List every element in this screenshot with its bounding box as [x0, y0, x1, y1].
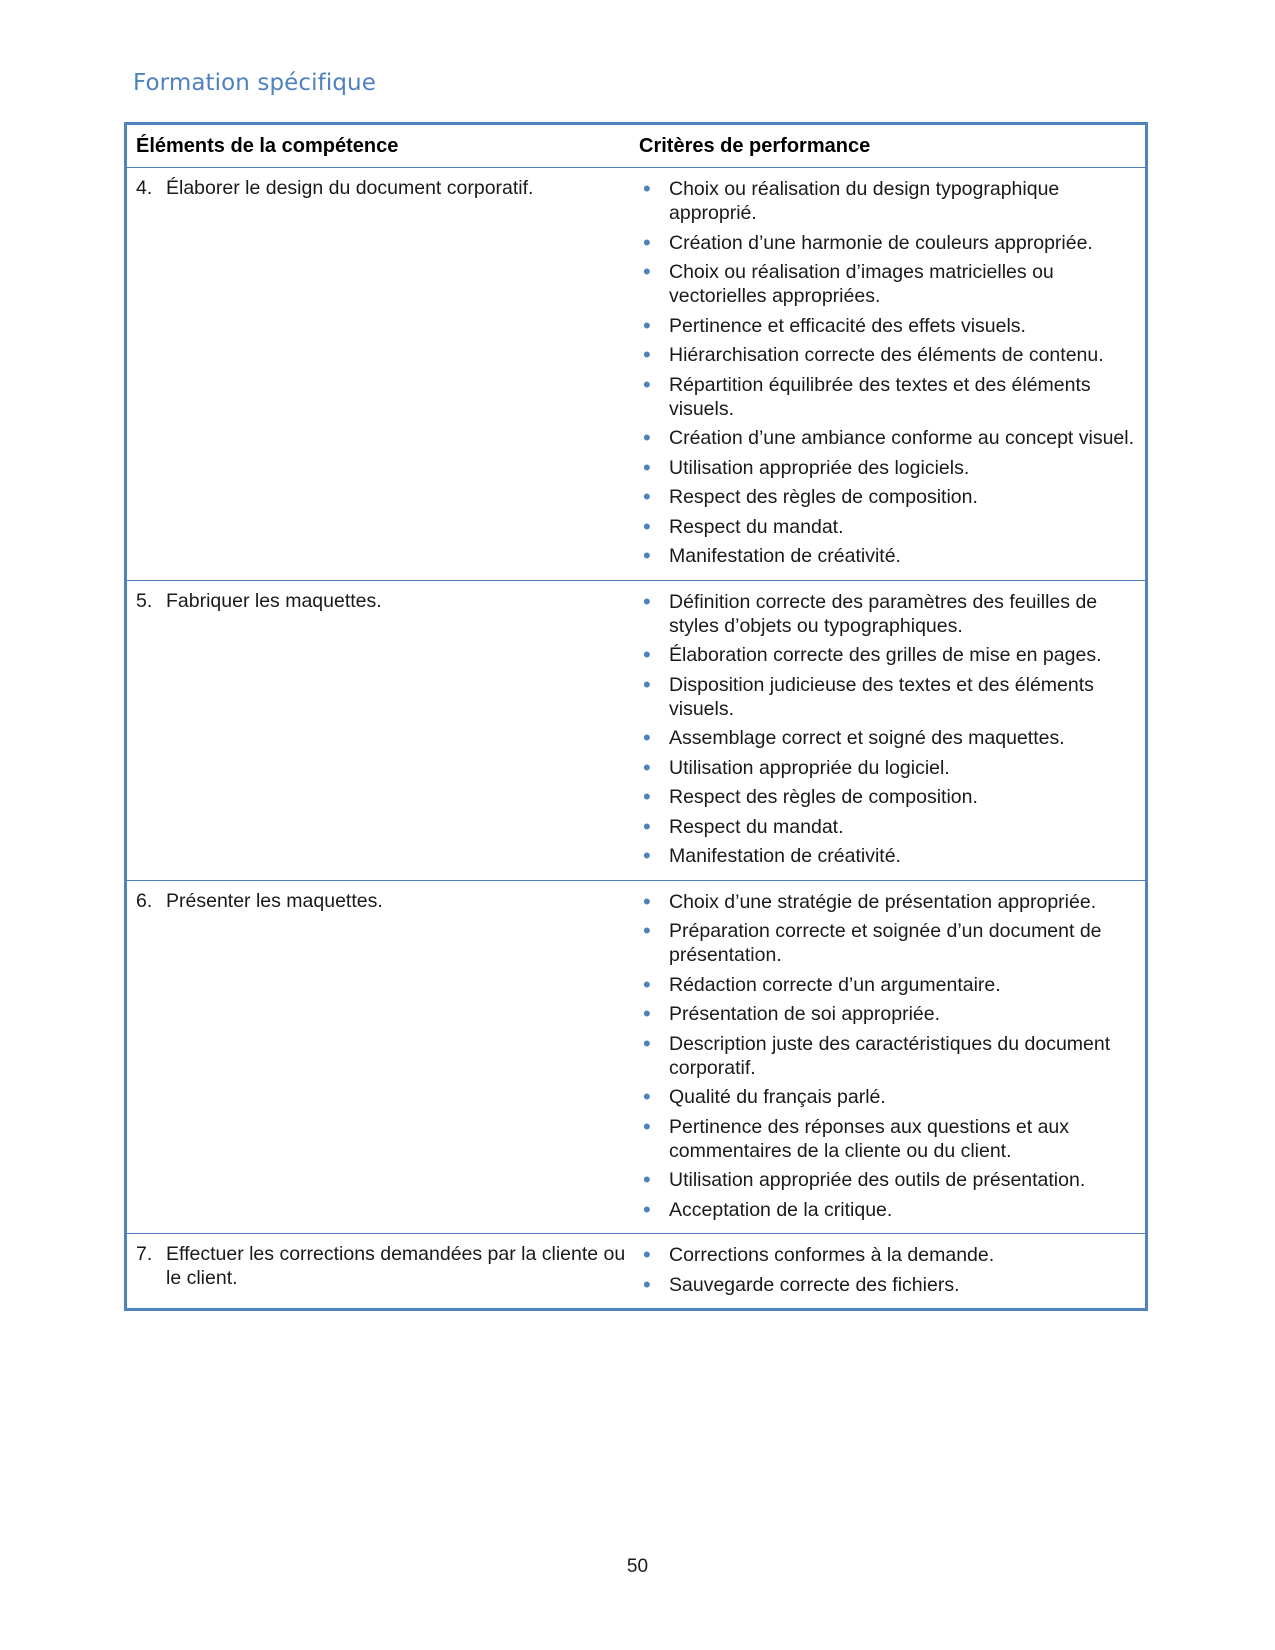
criterion-text: Disposition judicieuse des textes et des éléments visuels.	[669, 673, 1094, 720]
list-item	[639, 919, 1137, 967]
criterion-text: Définition correcte des paramètres des feuilles de styles d’objets ou typographiques.	[669, 590, 1098, 637]
list-item	[639, 177, 1137, 225]
table-body	[127, 167, 1145, 1308]
bullet-icon: •	[643, 918, 651, 943]
list-item	[639, 373, 1137, 421]
criteria-cell	[639, 1234, 1145, 1308]
bullet-icon: •	[643, 888, 651, 914]
bullet-icon: •	[643, 425, 651, 450]
list-item	[639, 260, 1137, 308]
criterion-text: Qualité du français parlé.	[669, 1086, 886, 1108]
criterion-text: Utilisation appropriée du logiciel.	[669, 756, 950, 779]
bullet-icon: •	[643, 725, 651, 750]
bullet-icon: •	[643, 259, 651, 284]
list-item	[639, 314, 1137, 338]
table-row	[127, 1233, 1145, 1308]
criterion-text: Manifestation de créativité.	[669, 545, 901, 567]
list-item	[639, 815, 1137, 839]
header-criteria: Critères de performance	[639, 134, 871, 157]
criterion-text: Sauvegarde correcte des fichiers.	[669, 1273, 960, 1296]
bullet-icon: •	[643, 1030, 651, 1056]
bullet-icon: •	[643, 454, 651, 480]
list-item	[639, 844, 1137, 868]
criterion-text: Hiérarchisation correcte des éléments de contenu.	[669, 344, 1104, 366]
criterion-text: Répartition équilibrée des textes et des éléments visuels.	[669, 373, 1091, 420]
bullet-icon: •	[643, 671, 651, 697]
bullet-icon: •	[643, 754, 651, 780]
list-item	[639, 485, 1137, 509]
bullet-icon: •	[643, 588, 651, 614]
table-row	[127, 580, 1145, 880]
list-item	[639, 590, 1137, 638]
element-number: 6.	[136, 889, 153, 912]
element-item	[136, 1234, 639, 1290]
element-item	[136, 168, 639, 200]
list-item	[639, 343, 1137, 367]
bullet-icon: •	[643, 312, 651, 338]
bullet-icon: •	[643, 1196, 651, 1222]
criterion-text: Respect du mandat.	[669, 815, 844, 838]
element-item	[136, 581, 639, 613]
criterion-text: Assemblage correct et soigné des maquettes.	[669, 727, 1065, 749]
bullet-icon: •	[643, 1113, 651, 1139]
section-title: Formation spécifique	[133, 70, 376, 96]
table-row	[127, 167, 1145, 580]
bullet-icon: •	[643, 843, 651, 868]
list-item	[639, 1085, 1137, 1109]
element-number: 4.	[136, 177, 153, 199]
bullet-icon: •	[643, 784, 651, 809]
criteria-list	[639, 1234, 1145, 1308]
element-cell	[127, 1234, 639, 1308]
bullet-icon: •	[643, 1167, 651, 1192]
list-item	[639, 890, 1137, 914]
list-item	[639, 726, 1137, 750]
element-number: 5.	[136, 589, 153, 612]
criterion-text: Description juste des caractéristiques du document corporatif.	[669, 1032, 1111, 1079]
criteria-list	[639, 581, 1145, 880]
bullet-icon: •	[643, 971, 651, 997]
element-label: Effectuer les corrections demandées par la cliente ou le client.	[166, 1243, 626, 1289]
criterion-text: Utilisation appropriée des logiciels.	[669, 456, 970, 479]
bullet-icon: •	[643, 813, 651, 839]
criterion-text: Préparation correcte et soignée d’un document de présentation.	[669, 920, 1102, 966]
criterion-text: Création d’une harmonie de couleurs appropriée.	[669, 231, 1093, 254]
bullet-icon: •	[643, 543, 651, 568]
list-item	[639, 231, 1137, 255]
list-item	[639, 544, 1137, 568]
list-item	[639, 456, 1137, 480]
list-item	[639, 1168, 1137, 1192]
criterion-text: Choix ou réalisation d’images matricielles ou vectorielles appropriées.	[669, 261, 1054, 307]
list-item	[639, 1198, 1137, 1222]
page-number: 50	[626, 1556, 649, 1577]
list-item	[639, 756, 1137, 780]
bullet-icon: •	[643, 642, 651, 667]
criterion-text: Utilisation appropriée des outils de présentation.	[669, 1169, 1086, 1191]
criteria-cell	[639, 581, 1145, 880]
criterion-text: Création d’une ambiance conforme au concept visuel.	[669, 427, 1135, 449]
criterion-text: Présentation de soi appropriée.	[669, 1003, 941, 1025]
element-label: Élaborer le design du document corporatif.	[166, 177, 534, 199]
competence-table	[124, 122, 1148, 1311]
bullet-icon: •	[643, 1242, 651, 1267]
bullet-icon: •	[643, 176, 651, 201]
criterion-text: Élaboration correcte des grilles de mise en pages.	[669, 644, 1102, 666]
bullet-icon: •	[643, 371, 651, 397]
element-number: 7.	[136, 1243, 153, 1265]
criterion-text: Respect du mandat.	[669, 515, 844, 538]
criterion-text: Corrections conformes à la demande.	[669, 1244, 995, 1266]
criterion-text: Choix ou réalisation du design typographique approprié.	[669, 178, 1060, 224]
bullet-icon: •	[643, 484, 651, 509]
table-row	[127, 880, 1145, 1234]
bullet-icon: •	[643, 513, 651, 539]
element-label: Présenter les maquettes.	[166, 889, 383, 912]
criterion-text: Manifestation de créativité.	[669, 845, 901, 867]
element-label: Fabriquer les maquettes.	[166, 589, 382, 612]
list-item	[639, 1032, 1137, 1080]
list-item	[639, 643, 1137, 667]
list-item	[639, 1002, 1137, 1026]
criterion-text: Choix d’une stratégie de présentation appropriée.	[669, 890, 1097, 913]
criterion-text: Respect des règles de composition.	[669, 486, 978, 508]
criteria-cell	[639, 881, 1145, 1234]
table-header-row	[127, 125, 1145, 167]
criterion-text: Respect des règles de composition.	[669, 786, 978, 808]
criteria-cell	[639, 168, 1145, 580]
list-item	[639, 1273, 1137, 1297]
element-cell	[127, 881, 639, 1234]
header-elements: Éléments de la compétence	[136, 134, 399, 157]
list-item	[639, 426, 1137, 450]
bullet-icon: •	[643, 1271, 651, 1297]
list-item	[639, 1115, 1137, 1163]
list-item	[639, 673, 1137, 721]
bullet-icon: •	[643, 229, 651, 255]
criterion-text: Pertinence et efficacité des effets visuels.	[669, 314, 1026, 337]
element-item	[136, 881, 639, 913]
list-item	[639, 973, 1137, 997]
bullet-icon: •	[643, 1001, 651, 1026]
criteria-list	[639, 168, 1145, 580]
list-item	[639, 1243, 1137, 1267]
criterion-text: Pertinence des réponses aux questions et aux commentaires de la cliente ou du client.	[669, 1115, 1070, 1162]
bullet-icon: •	[643, 342, 651, 367]
element-cell	[127, 581, 639, 880]
list-item	[639, 785, 1137, 809]
criterion-text: Rédaction correcte d’un argumentaire.	[669, 973, 1001, 996]
element-cell	[127, 168, 639, 580]
criteria-list	[639, 881, 1145, 1234]
criterion-text: Acceptation de la critique.	[669, 1198, 893, 1221]
bullet-icon: •	[643, 1084, 651, 1109]
list-item	[639, 515, 1137, 539]
